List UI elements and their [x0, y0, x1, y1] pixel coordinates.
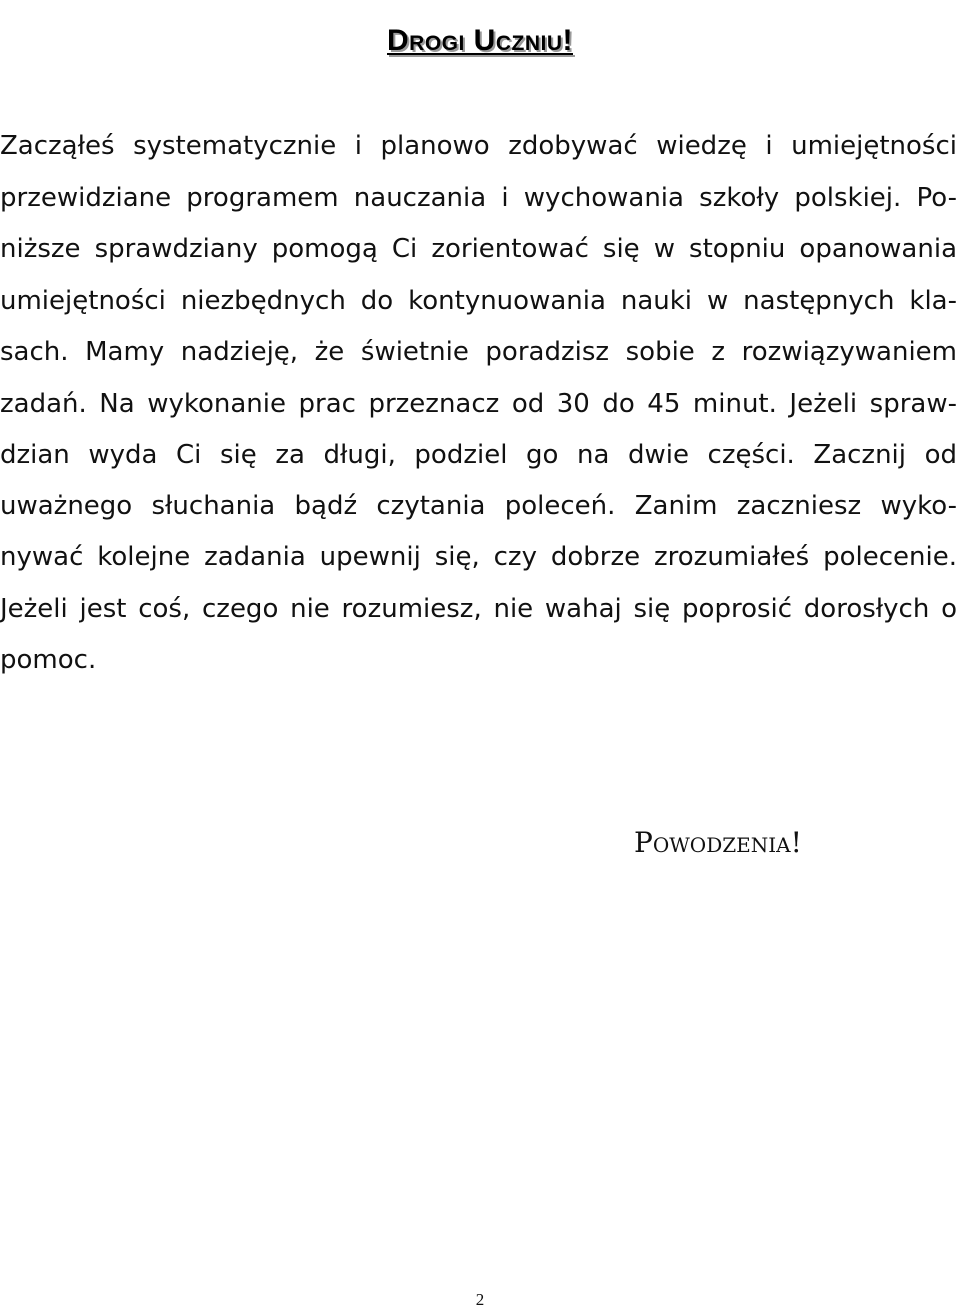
page-title: Drogi Uczniu! [387, 24, 573, 58]
paragraph-line: Jeżeli jest coś, czego nie rozumiesz, nie wahaj się poprosić dorosłych o [0, 594, 957, 624]
paragraph-line: sach. Mamy nadzieję, że świetnie poradzisz sobie z rozwiązywaniem [0, 337, 957, 367]
page-number: 2 [475, 1290, 485, 1309]
paragraph-line: niższe sprawdziany pomogą Ci zorientować się w stopniu opanowania [0, 234, 957, 264]
paragraph-line: umiejętności niezbędnych do kontynuowania nauki w następnych kla- [0, 286, 957, 316]
paragraph-line: nywać kolejne zadania upewnij się, czy dobrze zrozumiałeś polecenie. [0, 542, 957, 572]
paragraph-line: uważnego słuchania bądź czytania poleceń. Zanim zaczniesz wyko- [0, 491, 957, 521]
closing-greeting: Powodzenia! [634, 826, 802, 859]
paragraph-line: zadań. Na wykonanie prac przeznacz od 30 do 45 minut. Jeżeli spraw- [0, 389, 957, 419]
paragraph-line: dzian wyda Ci się za długi, podziel go na dwie części. Zacznij od [0, 440, 957, 470]
paragraph-line: przewidziane programem nauczania i wychowania szkoły polskiej. Po- [0, 183, 957, 213]
paragraph-line: Zacząłeś systematycznie i planowo zdobywać wiedzę i umiejętności [0, 131, 957, 161]
paragraph-line: pomoc. [0, 645, 97, 675]
